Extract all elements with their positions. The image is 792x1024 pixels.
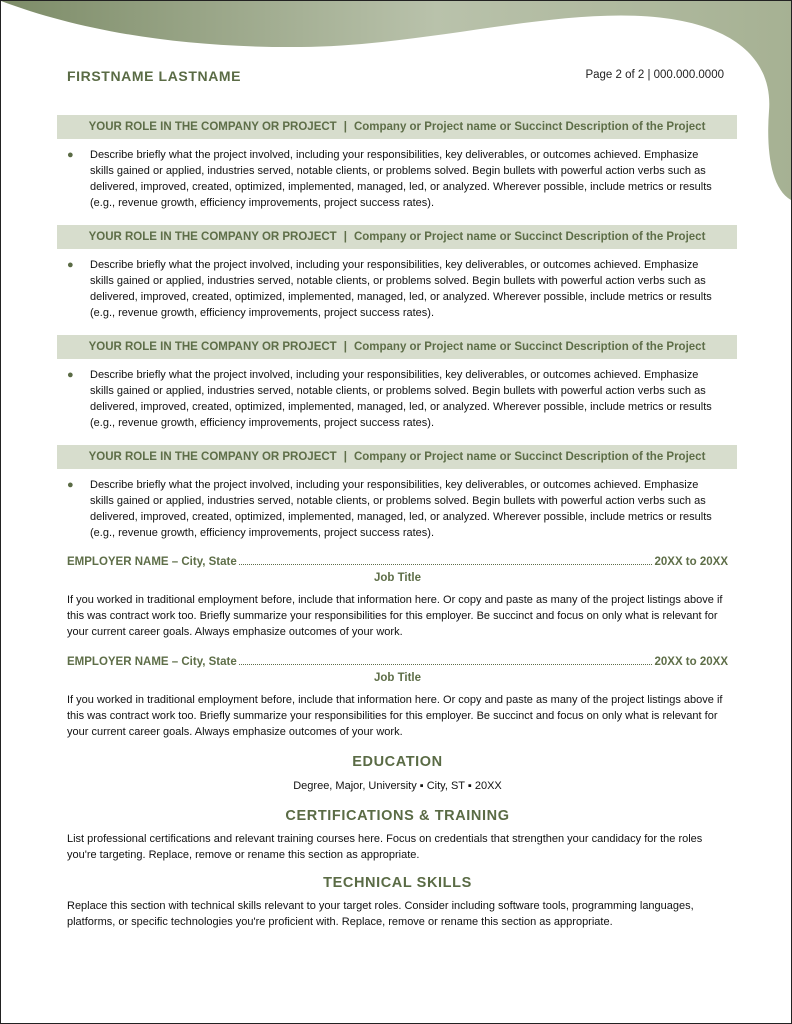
technical-skills-heading: TECHNICAL SKILLS xyxy=(323,875,472,891)
certifications-heading: CERTIFICATIONS & TRAINING xyxy=(285,808,510,824)
technical-skills-text: Replace this section with technical skills relevant to your target roles. Consider including software tools, programming languages, platforms, or specific technologies you're proficient with. Replace, remove or rename this section as appropriate. xyxy=(67,900,694,928)
bullet-text: Describe briefly what the project involved, including your responsibilities, key deliverables, or outcomes achieved. Emphasize skills gained or applied, industries served, notable clients, or problems solved. Begin bullets with powerful action verbs such as delivered, improved, created, optimized, implemented, managed, led, or analyzed. Wherever possible, include metrics or results (e.g., revenue growth, efficiency improvements, project success rates). xyxy=(90,369,712,429)
dotted-leader xyxy=(239,664,653,665)
project-bullet xyxy=(67,367,717,431)
employer-name-location: EMPLOYER NAME – City, State xyxy=(67,656,237,668)
role-separator: | xyxy=(343,121,347,133)
employer-summary: If you worked in traditional employment before, include that information here. Or copy and paste as many of the project listings above if this was contract work too. Briefly summarize your responsibilities for this employer. Be succinct and focus on only what is relevant for your current career goals. Always emphasize outcomes of your work. xyxy=(67,594,723,638)
job-title: Job Title xyxy=(373,672,422,684)
bullet-text: Describe briefly what the project involved, including your responsibilities, key deliverables, or outcomes achieved. Emphasize skills gained or applied, industries served, notable clients, or problems solved. Begin bullets with powerful action verbs such as delivered, improved, created, optimized, implemented, managed, led, or analyzed. Wherever possible, include metrics or results (e.g., revenue growth, efficiency improvements, project success rates). xyxy=(90,479,712,539)
page-info: Page 2 of 2 | 000.000.0000 xyxy=(585,69,724,81)
project-role-bar xyxy=(57,335,737,359)
education-line: Degree, Major, University ▪ City, ST ▪ 20XX xyxy=(293,780,502,792)
certifications-text: List professional certifications and relevant training courses here. Focus on credentials that strengthen your candidacy for the roles you're targeting. Replace, remove or rename this section as appropriate. xyxy=(67,833,703,861)
bullet-icon: ● xyxy=(67,259,74,271)
project-bullet xyxy=(67,147,717,211)
bullet-icon: ● xyxy=(67,479,74,491)
project-description: Company or Project name or Succinct Description of the Project xyxy=(353,341,706,353)
project-bullet xyxy=(67,477,717,541)
employer-summary: If you worked in traditional employment before, include that information here. Or copy and paste as many of the project listings above if this was contract work too. Briefly summarize your responsibilities for this employer. Be succinct and focus on only what is relevant for your current career goals. Always emphasize outcomes of your work. xyxy=(67,694,723,738)
project-role-bar xyxy=(57,225,737,249)
job-title: Job Title xyxy=(373,572,422,584)
project-role-bar xyxy=(57,445,737,469)
bullet-text: Describe briefly what the project involved, including your responsibilities, key deliverables, or outcomes achieved. Emphasize skills gained or applied, industries served, notable clients, or problems solved. Begin bullets with powerful action verbs such as delivered, improved, created, optimized, implemented, managed, led, or analyzed. Wherever possible, include metrics or results (e.g., revenue growth, efficiency improvements, project success rates). xyxy=(90,259,712,319)
role-separator: | xyxy=(343,341,347,353)
role-separator: | xyxy=(343,451,347,463)
bullet-icon: ● xyxy=(67,369,74,381)
project-role-bar xyxy=(57,115,737,139)
employer-name-location: EMPLOYER NAME – City, State xyxy=(67,556,237,568)
bullet-icon: ● xyxy=(67,149,74,161)
employer-line xyxy=(67,656,728,668)
employment-dates: 20XX to 20XX xyxy=(654,556,728,568)
project-description: Company or Project name or Succinct Description of the Project xyxy=(353,231,706,243)
role-title: YOUR ROLE IN THE COMPANY OR PROJECT xyxy=(88,231,337,243)
education-heading: EDUCATION xyxy=(352,754,443,770)
role-separator: | xyxy=(343,231,347,243)
project-description: Company or Project name or Succinct Description of the Project xyxy=(353,121,706,133)
candidate-name: FIRSTNAME LASTNAME xyxy=(67,68,242,84)
bullet-text: Describe briefly what the project involved, including your responsibilities, key deliverables, or outcomes achieved. Emphasize skills gained or applied, industries served, notable clients, or problems solved. Begin bullets with powerful action verbs such as delivered, improved, created, optimized, implemented, managed, led, or analyzed. Wherever possible, include metrics or results (e.g., revenue growth, efficiency improvements, project success rates). xyxy=(90,149,712,209)
employment-dates: 20XX to 20XX xyxy=(654,656,728,668)
role-title: YOUR ROLE IN THE COMPANY OR PROJECT xyxy=(88,341,337,353)
project-bullet xyxy=(67,257,717,321)
role-title: YOUR ROLE IN THE COMPANY OR PROJECT xyxy=(88,121,337,133)
project-description: Company or Project name or Succinct Description of the Project xyxy=(353,451,706,463)
dotted-leader xyxy=(239,564,653,565)
employer-line xyxy=(67,556,728,568)
role-title: YOUR ROLE IN THE COMPANY OR PROJECT xyxy=(88,451,337,463)
